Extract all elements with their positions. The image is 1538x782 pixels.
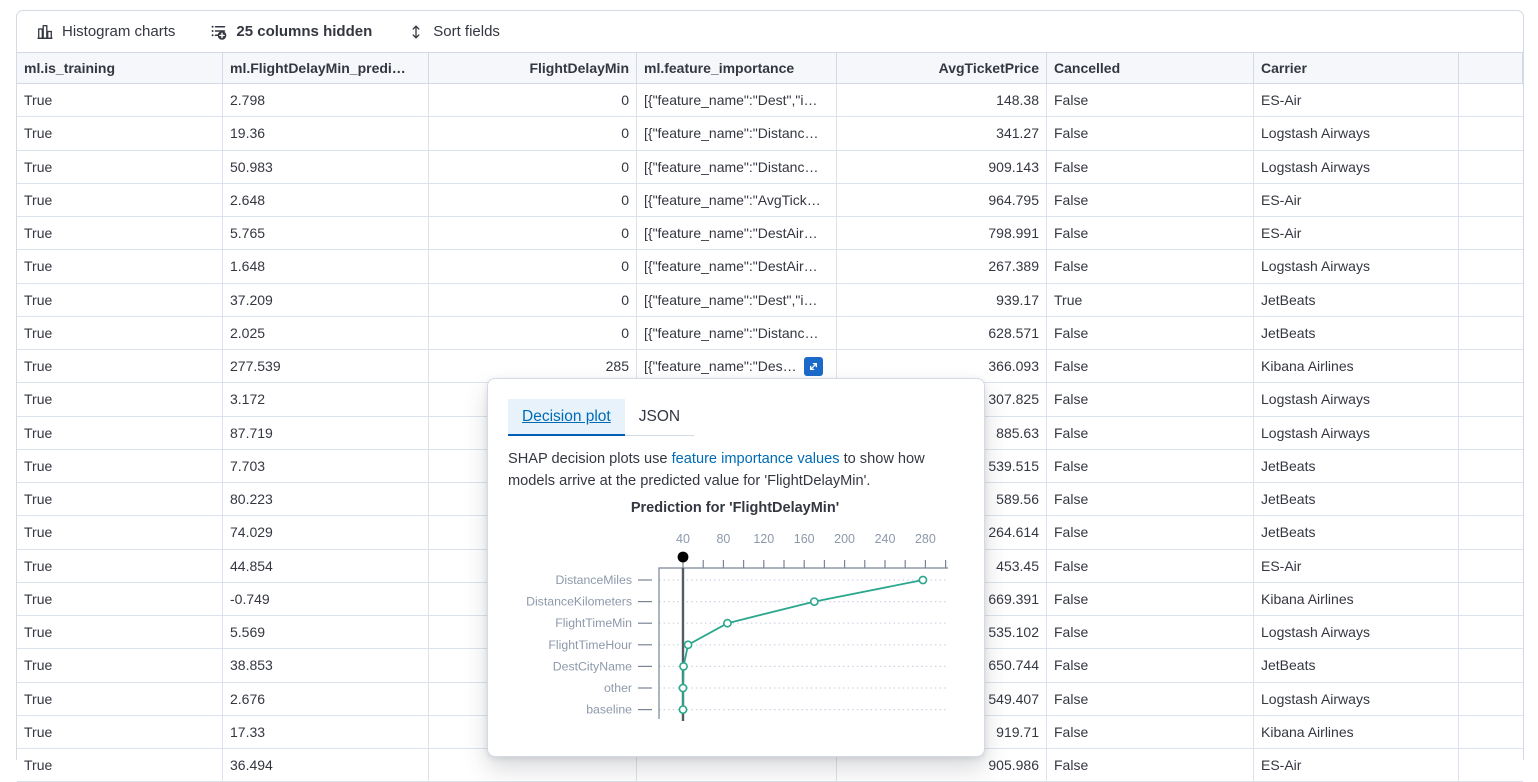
svg-text:120: 120 — [753, 532, 775, 547]
table-cell[interactable]: Logstash Airways — [1254, 383, 1459, 415]
table-cell[interactable]: True — [17, 117, 223, 149]
tab-json[interactable]: JSON — [625, 399, 694, 436]
table-cell[interactable]: 3.172 — [223, 383, 429, 415]
table-row — [17, 317, 1523, 350]
decision-plot-chart — [500, 518, 970, 748]
table-cell[interactable] — [1459, 151, 1523, 183]
table-cell[interactable]: True — [17, 184, 223, 216]
table-cell[interactable]: 7.703 — [223, 450, 429, 482]
table-cell[interactable]: True — [17, 749, 223, 781]
table-cell[interactable]: 909.143 — [837, 151, 1047, 183]
table-row — [17, 184, 1523, 217]
table-cell[interactable]: Kibana Airlines — [1254, 716, 1459, 748]
table-cell[interactable]: Logstash Airways — [1254, 616, 1459, 648]
table-cell[interactable]: 307.825 — [837, 383, 1047, 415]
table-cell[interactable]: False — [1047, 749, 1254, 781]
table-cell[interactable]: 535.102 — [837, 616, 1047, 648]
table-cell[interactable]: 2.676 — [223, 683, 429, 715]
columns-hidden-icon — [211, 24, 227, 40]
table-cell[interactable]: True — [17, 716, 223, 748]
table-cell[interactable]: Logstash Airways — [1254, 151, 1459, 183]
table-cell[interactable]: Logstash Airways — [1254, 417, 1459, 449]
table-cell[interactable]: 919.71 — [837, 716, 1047, 748]
table-cell[interactable]: False — [1047, 317, 1254, 349]
table-cell[interactable]: JetBeats — [1254, 516, 1459, 548]
svg-text:FlightTimeHour: FlightTimeHour — [548, 638, 632, 653]
popover-description — [508, 448, 964, 492]
table-cell[interactable] — [1459, 683, 1523, 715]
table-cell[interactable]: True — [17, 550, 223, 582]
svg-text:160: 160 — [793, 532, 815, 547]
table-cell[interactable]: ES-Air — [1254, 184, 1459, 216]
table-cell[interactable]: 87.719 — [223, 417, 429, 449]
table-cell[interactable]: 0 — [429, 250, 637, 282]
table-cell[interactable]: True — [17, 151, 223, 183]
table-row — [17, 151, 1523, 184]
table-cell[interactable]: 36.494 — [223, 749, 429, 781]
table-cell[interactable] — [1459, 217, 1523, 249]
svg-text:280: 280 — [914, 532, 936, 547]
svg-text:DistanceKilometers: DistanceKilometers — [526, 594, 632, 609]
table-cell[interactable]: 37.209 — [223, 284, 429, 316]
table-cell[interactable] — [1459, 350, 1523, 382]
table-cell[interactable]: 366.093 — [837, 350, 1047, 382]
table-cell[interactable]: [{"feature_name":"Dest","i… — [637, 284, 837, 316]
table-cell[interactable] — [1459, 450, 1523, 482]
table-cell[interactable] — [1459, 184, 1523, 216]
table-cell[interactable] — [1459, 583, 1523, 615]
table-cell[interactable]: 19.36 — [223, 117, 429, 149]
table-cell[interactable]: 2.798 — [223, 84, 429, 116]
table-cell[interactable]: JetBeats — [1254, 284, 1459, 316]
column-header-Carrier[interactable]: Carrier — [1254, 53, 1459, 83]
table-cell[interactable]: 50.983 — [223, 151, 429, 183]
expand-cell-button[interactable] — [804, 357, 823, 376]
table-cell[interactable]: 341.27 — [837, 117, 1047, 149]
table-cell[interactable]: [{"feature_name":"DestAir… — [637, 217, 837, 249]
table-cell[interactable]: [{"feature_name":"Distanc… — [637, 151, 837, 183]
table-cell[interactable]: False — [1047, 383, 1254, 415]
table-cell[interactable] — [1459, 117, 1523, 149]
table-cell[interactable]: ES-Air — [1254, 217, 1459, 249]
table-cell[interactable]: True — [17, 383, 223, 415]
table-cell[interactable]: 0 — [429, 184, 637, 216]
svg-text:DestCityName: DestCityName — [552, 659, 632, 674]
columns-hidden-label: 25 columns hidden — [236, 23, 373, 40]
table-cell[interactable]: Kibana Airlines — [1254, 350, 1459, 382]
table-cell[interactable]: 0 — [429, 151, 637, 183]
table-cell[interactable]: False — [1047, 516, 1254, 548]
table-cell[interactable] — [1459, 649, 1523, 681]
table-cell[interactable]: 148.38 — [837, 84, 1047, 116]
table-cell[interactable]: 0 — [429, 84, 637, 116]
table-cell[interactable]: 669.391 — [837, 583, 1047, 615]
table-cell[interactable]: 44.854 — [223, 550, 429, 582]
sort-fields-label: Sort fields — [433, 23, 500, 40]
chart-title: Prediction for 'FlightDelayMin' — [630, 500, 840, 517]
table-cell[interactable]: JetBeats — [1254, 450, 1459, 482]
table-cell[interactable]: 589.56 — [837, 483, 1047, 515]
table-cell[interactable]: Logstash Airways — [1254, 117, 1459, 149]
histogram-charts-label: Histogram charts — [62, 23, 176, 40]
table-cell[interactable] — [1459, 417, 1523, 449]
table-cell[interactable]: True — [17, 483, 223, 515]
description-suffix: to show how models arrive at the predicted value for 'FlightDelayMin'. — [508, 451, 925, 490]
table-cell[interactable]: 74.029 — [223, 516, 429, 548]
table-cell[interactable]: True — [17, 284, 223, 316]
table-cell[interactable]: False — [1047, 417, 1254, 449]
table-cell[interactable]: False — [1047, 151, 1254, 183]
table-cell[interactable]: True — [17, 217, 223, 249]
table-row — [17, 217, 1523, 250]
table-cell[interactable]: [{"feature_name":"Dest","i… — [637, 84, 837, 116]
table-cell[interactable]: 80.223 — [223, 483, 429, 515]
table-cell[interactable] — [1459, 550, 1523, 582]
grid-header — [17, 52, 1523, 84]
table-cell[interactable]: False — [1047, 250, 1254, 282]
table-cell[interactable] — [1459, 84, 1523, 116]
table-cell[interactable]: 939.17 — [837, 284, 1047, 316]
table-cell[interactable]: 0 — [429, 317, 637, 349]
table-cell[interactable] — [1459, 317, 1523, 349]
table-cell[interactable] — [1459, 284, 1523, 316]
table-cell[interactable]: JetBeats — [1254, 317, 1459, 349]
table-cell[interactable]: 264.614 — [837, 516, 1047, 548]
table-cell[interactable]: [{"feature_name":"Des… — [637, 350, 837, 382]
table-cell[interactable]: 650.744 — [837, 649, 1047, 681]
table-cell[interactable]: True — [17, 84, 223, 116]
table-cell[interactable]: [{"feature_name":"Distanc… — [637, 117, 837, 149]
table-cell[interactable]: [{"feature_name":"Distanc… — [637, 317, 837, 349]
table-row — [17, 117, 1523, 150]
table-cell[interactable]: JetBeats — [1254, 649, 1459, 681]
table-cell[interactable]: 5.569 — [223, 616, 429, 648]
table-cell[interactable]: True — [17, 417, 223, 449]
table-cell[interactable]: False — [1047, 184, 1254, 216]
table-cell[interactable]: ES-Air — [1254, 550, 1459, 582]
feature-importance-popover — [487, 378, 985, 757]
table-cell[interactable] — [1459, 383, 1523, 415]
column-header-empty[interactable] — [1459, 53, 1523, 83]
table-cell[interactable]: ES-Air — [1254, 84, 1459, 116]
svg-text:200: 200 — [834, 532, 856, 547]
table-cell[interactable]: JetBeats — [1254, 483, 1459, 515]
table-cell[interactable]: False — [1047, 350, 1254, 382]
svg-text:40: 40 — [676, 532, 690, 547]
table-cell[interactable]: Logstash Airways — [1254, 683, 1459, 715]
table-cell[interactable]: False — [1047, 583, 1254, 615]
table-cell[interactable]: 964.795 — [837, 184, 1047, 216]
svg-text:DistanceMiles: DistanceMiles — [555, 573, 632, 588]
column-header-ml.feature_importance[interactable]: ml.feature_importance — [637, 53, 837, 83]
table-cell[interactable]: True — [17, 616, 223, 648]
table-cell[interactable]: False — [1047, 716, 1254, 748]
histogram-charts-button[interactable] — [37, 23, 175, 40]
table-cell[interactable]: 267.389 — [837, 250, 1047, 282]
table-cell[interactable]: False — [1047, 649, 1254, 681]
table-cell[interactable]: True — [17, 683, 223, 715]
table-cell[interactable]: 285 — [429, 350, 637, 382]
table-cell[interactable]: False — [1047, 450, 1254, 482]
table-cell[interactable]: True — [17, 350, 223, 382]
table-cell[interactable] — [1459, 716, 1523, 748]
svg-text:80: 80 — [716, 532, 731, 547]
table-row — [17, 84, 1523, 117]
table-cell[interactable]: 453.45 — [837, 550, 1047, 582]
table-cell[interactable]: ES-Air — [1254, 749, 1459, 781]
table-cell[interactable]: 905.986 — [837, 749, 1047, 781]
table-cell[interactable]: 0 — [429, 217, 637, 249]
column-header-ml.is_training[interactable]: ml.is_training — [17, 53, 223, 83]
table-cell[interactable]: False — [1047, 483, 1254, 515]
table-cell[interactable]: 0 — [429, 117, 637, 149]
table-cell[interactable]: False — [1047, 84, 1254, 116]
table-cell[interactable]: True — [17, 583, 223, 615]
table-cell[interactable]: Logstash Airways — [1254, 250, 1459, 282]
column-header-AvgTicketPrice[interactable]: AvgTicketPrice — [837, 53, 1047, 83]
table-cell[interactable]: 549.407 — [837, 683, 1047, 715]
histogram-icon — [37, 24, 53, 40]
table-cell[interactable]: 17.33 — [223, 716, 429, 748]
table-cell[interactable] — [1459, 516, 1523, 548]
table-cell[interactable]: True — [1047, 284, 1254, 316]
table-cell[interactable]: False — [1047, 616, 1254, 648]
table-cell[interactable]: 38.853 — [223, 649, 429, 681]
description-prefix: SHAP decision plots use — [508, 451, 672, 467]
table-cell[interactable]: Kibana Airlines — [1254, 583, 1459, 615]
column-header-FlightDelayMin[interactable]: FlightDelayMin — [429, 53, 637, 83]
table-cell[interactable]: True — [17, 649, 223, 681]
table-cell[interactable]: 628.571 — [837, 317, 1047, 349]
table-cell[interactable]: 2.648 — [223, 184, 429, 216]
table-cell[interactable]: True — [17, 317, 223, 349]
table-cell[interactable] — [1459, 483, 1523, 515]
table-cell[interactable]: 277.539 — [223, 350, 429, 382]
table-cell[interactable]: True — [17, 450, 223, 482]
table-cell[interactable]: True — [17, 516, 223, 548]
table-cell[interactable]: 2.025 — [223, 317, 429, 349]
grid-toolbar — [17, 11, 1523, 52]
svg-text:240: 240 — [874, 532, 896, 547]
table-cell[interactable]: 5.765 — [223, 217, 429, 249]
table-cell[interactable]: False — [1047, 117, 1254, 149]
table-cell[interactable]: 539.515 — [837, 450, 1047, 482]
table-cell[interactable]: True — [17, 250, 223, 282]
table-cell[interactable]: 798.991 — [837, 217, 1047, 249]
feature-importance-link[interactable]: feature importance values — [671, 451, 840, 467]
table-cell[interactable]: False — [1047, 217, 1254, 249]
sort-fields-button[interactable] — [408, 23, 500, 40]
sort-fields-icon — [408, 24, 424, 40]
table-cell[interactable]: 885.63 — [837, 417, 1047, 449]
popover-tabs — [508, 399, 964, 436]
table-cell[interactable]: [{"feature_name":"DestAir… — [637, 250, 837, 282]
table-cell[interactable]: [{"feature_name":"AvgTick… — [637, 184, 837, 216]
column-header-Cancelled[interactable]: Cancelled — [1047, 53, 1254, 83]
table-cell[interactable]: -0.749 — [223, 583, 429, 615]
table-cell[interactable]: 0 — [429, 284, 637, 316]
table-cell[interactable] — [1459, 749, 1523, 781]
svg-text:FlightTimeMin: FlightTimeMin — [555, 616, 632, 631]
table-cell[interactable] — [1459, 250, 1523, 282]
table-row — [17, 250, 1523, 283]
tab-decision-plot[interactable]: Decision plot — [508, 399, 625, 436]
svg-text:other: other — [603, 681, 632, 696]
svg-text:baseline: baseline — [586, 702, 632, 717]
table-cell[interactable]: False — [1047, 550, 1254, 582]
column-header-ml.FlightDelayMin_predi…[interactable]: ml.FlightDelayMin_predi… — [223, 53, 429, 83]
table-cell[interactable] — [1459, 616, 1523, 648]
columns-hidden-button[interactable] — [211, 23, 372, 40]
table-row — [17, 284, 1523, 317]
table-cell[interactable]: 1.648 — [223, 250, 429, 282]
table-cell[interactable]: False — [1047, 683, 1254, 715]
